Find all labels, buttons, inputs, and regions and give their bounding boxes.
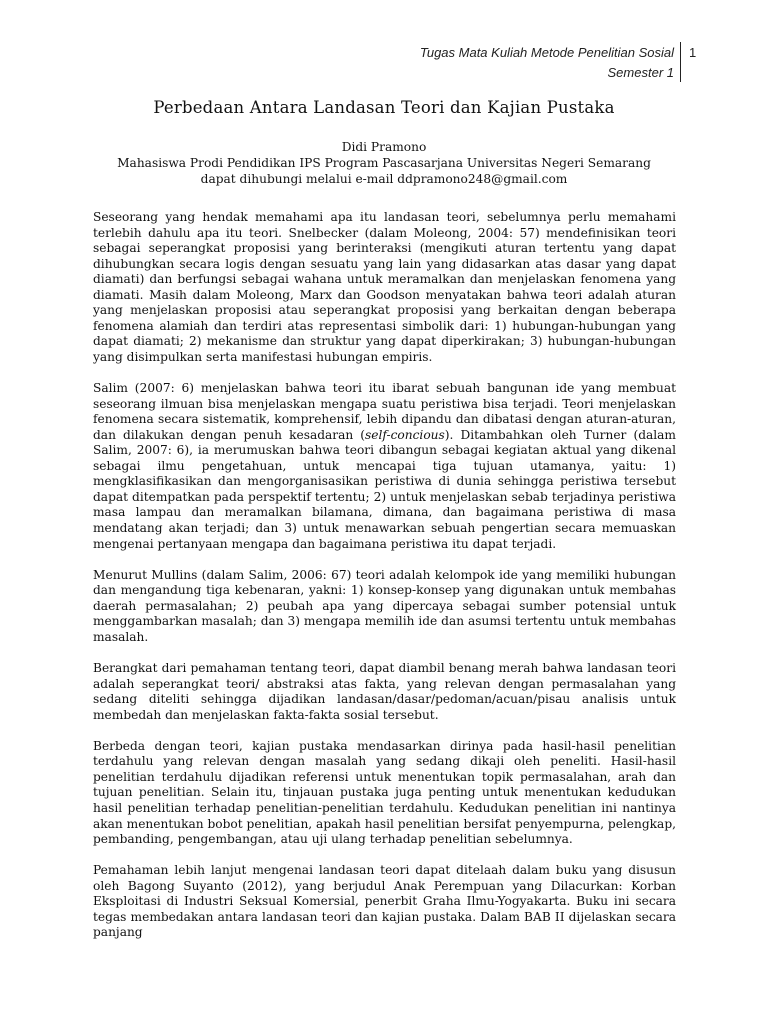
paragraph-2-text-b: ). Ditambahkan oleh Turner (dalam Salim, 2007: 6), ia merumuskan bahwa teori dibangun sebagai kegiatan aktual yang dikenal sebagai ilmu pengetahuan, untuk mencapai tiga tujuan utamanya, yaitu: 1) mengklasifikasikan dan mengorganisasikan peristiwa di dunia sehingga peristiwa tersebut dapat ditempatkan pada perspektif tertentu; 2) untuk menjelaskan sebab terjadinya peristiwa masa lampau dan meramalkan bilamana, dimana, dan bagaimana peristiwa di masa mendatang akan terjadi; dan 3) untuk menawarkan sebuah pengertian secara memuaskan mengenai pertanyaan mengapa dan bagaimana peristiwa itu dapat terjadi. (93, 427, 676, 551)
paragraph-2-italic-term: self-concious (365, 427, 445, 442)
header-course: Tugas Mata Kuliah Metode Penelitian Sosial (419, 45, 674, 60)
document-title: Perbedaan Antara Landasan Teori dan Kajian Pustaka (153, 98, 615, 117)
paragraph-5: Berbeda dengan teori, kajian pustaka mendasarkan dirinya pada hasil-hasil penelitian terdahulu yang relevan dengan masalah yang sedang dikaji oleh peneliti. Hasil-hasil penelitian terdahulu dijadikan referensi untuk menentukan topik permasalahan, arah dan tujuan penelitian. Selain itu, tinjauan pustaka juga penting untuk menentukan kedudukan hasil penelitian terhadap penelitian-penelitian terdahulu. Kedudukan penelitian ini nantinya akan menentukan bobot penelitian, apakah hasil penelitian bersifat penyempurna, pelengkap, pembanding, pengembangan, atau uji ulang terhadap penelitian sebelumnya. (93, 738, 676, 847)
running-header (274, 43, 674, 83)
author-name: Didi Pramono (341, 140, 427, 154)
paragraph-2-text-a: Salim (2007: 6) menjelaskan bahwa teori itu ibarat sebuah bangunan ide yang membuat seseorang ilmuan bisa menjelaskan mengapa suatu peristiwa bisa terjadi. Teori menjelaskan fenomena secara sistematik, komprehensif, lebih dipandu dan dibatasi dengan aturan-aturan, dan dilakukan dengan penuh kesadaran ( (93, 381, 676, 442)
header-semester: Semester 1 (607, 65, 674, 80)
paragraph-6: Pemahaman lebih lanjut mengenai landasan teori dapat ditelaah dalam buku yang disusun oleh Bagong Suyanto (2012), yang berjudul Anak Perempuan yang Dilacurkan: Korban Eksploitasi di Industri Seksual Komersial, penerbit Graha Ilmu-Yogyakarta. Buku ini secara tegas membedakan antara landasan teori dan kajian pustaka. Dalam BAB II dijelaskan secara panjang (93, 863, 676, 940)
page-number: 1 (689, 45, 697, 60)
author-contact: dapat dihubungi melalui e-mail ddpramono248@gmail.com (200, 172, 568, 186)
paragraph-2 (93, 381, 676, 552)
author-block (60, 139, 708, 187)
document-body (93, 210, 676, 957)
paragraph-4: Berangkat dari pemahaman tentang teori, dapat diambil benang merah bahwa landasan teori adalah seperangkat teori/ abstraksi atas fakta, yang relevan dengan permasalahan yang sedang diteliti sehingga dijadikan landasan/dasar/pedoman/acuan/pisau analisis untuk membedah dan menjelaskan fakta-fakta sosial tersebut. (93, 661, 676, 722)
paragraph-1: Seseorang yang hendak memahami apa itu landasan teori, sebelumnya perlu memahami terlebih dahulu apa itu teori. Snelbecker (dalam Moleong, 2004: 57) mendefinisikan teori sebagai seperangkat proposisi yang berinteraksi (mengikuti aturan tertentu yang dapat dihubungkan secara logis dengan sesuatu yang lain yang didasarkan atas dasar yang dapat diamati) dan berfungsi sebagai wahana untuk meramalkan dan menjelaskan fenomena yang diamati. Masih dalam Moleong, Marx dan Goodson menyatakan bahwa teori adalah aturan yang menjelaskan proposisi atau seperangkat proposisi yang berkaitan dengan beberapa fenomena alamiah dan terdiri atas representasi simbolik dari: 1) hubungan-hubungan yang dapat diamati; 2) mekanisme dan struktur yang dapat diperkirakan; 3) hubungan-hubungan yang disimpulkan serta manifestasi hubungan empiris. (93, 210, 676, 364)
paragraph-3: Menurut Mullins (dalam Salim, 2006: 67) teori adalah kelompok ide yang memiliki hubungan dan mengandung tiga kebenaran, yakni: 1) konsep-konsep yang digunakan untuk membahas daerah permasalahan; 2) peubah apa yang dipercaya sebagai sumber potensial untuk menggambarkan masalah; dan 3) mengapa memilih ide dan asumsi tertentu untuk membahas masalah. (93, 567, 676, 644)
author-affiliation: Mahasiswa Prodi Pendidikan IPS Program Pascasarjana Universitas Negeri Semarang (117, 156, 651, 170)
header-divider (680, 42, 681, 82)
